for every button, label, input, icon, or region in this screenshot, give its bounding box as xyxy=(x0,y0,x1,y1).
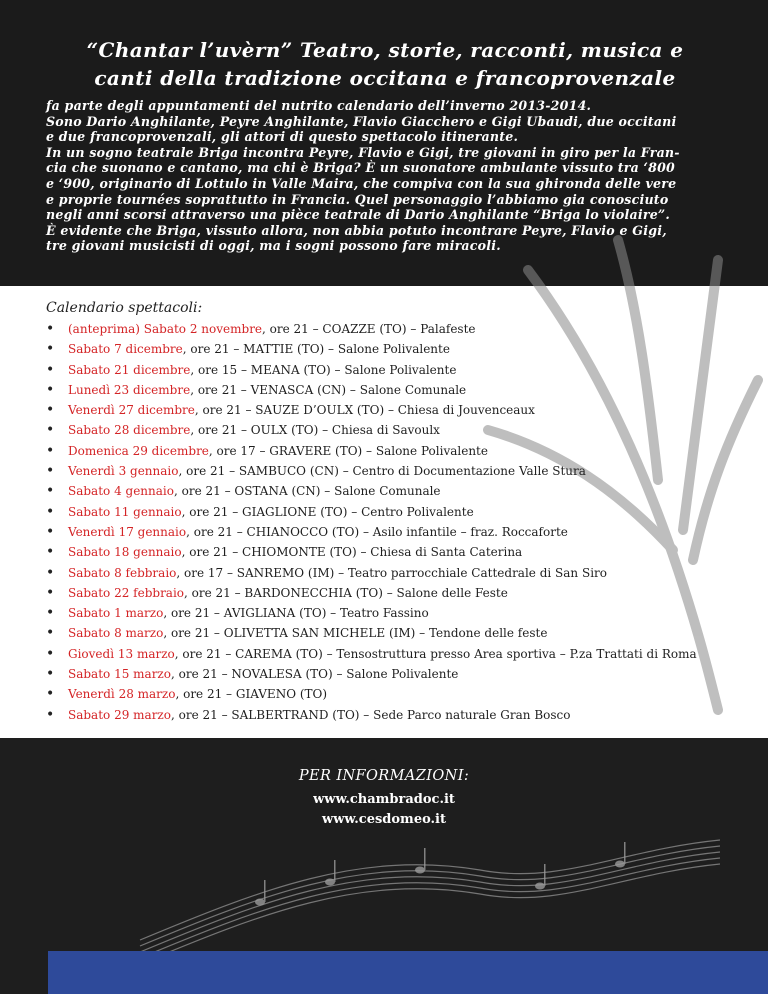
event-details: , ore 21 – MATTIE (TO) – Salone Polivalente xyxy=(182,342,450,357)
event-date: (anteprima) Sabato 2 novembre xyxy=(68,322,263,336)
event-item xyxy=(46,484,756,504)
event-details: , ore 21 – COAZZE (TO) – Palafeste xyxy=(262,322,476,336)
event-date: Domenica 29 dicembre xyxy=(68,443,209,458)
event-date: Venerdì 27 dicembre xyxy=(68,403,195,418)
event-item xyxy=(46,383,756,403)
event-item xyxy=(46,647,756,667)
event-details: , ore 17 – GRAVERE (TO) – Salone Polivalente xyxy=(208,443,488,458)
event-date: Venerdì 28 marzo xyxy=(68,687,176,702)
intro-line: e proprie tournées soprattutto in Francia. Quel personaggio l’abbiamo gia conosciuto xyxy=(46,191,669,207)
intro-paragraph xyxy=(46,98,724,254)
event-details: , ore 21 – AVIGLIANA (TO) – Teatro Fassino xyxy=(163,606,429,621)
event-date: Sabato 18 gennaio xyxy=(68,545,182,560)
event-details: , ore 21 – NOVALESA (TO) – Salone Polivalente xyxy=(170,667,459,682)
event-item xyxy=(46,525,756,545)
event-details: , ore 21 – VENASCA (CN) – Salone Comunale xyxy=(190,382,467,397)
event-title xyxy=(40,36,730,92)
event-details: , ore 21 – CAREMA (TO) – Tensostruttura presso Area sportiva – P.za Trattati di Roma xyxy=(174,646,697,661)
info-title: PER INFORMAZIONI: xyxy=(298,768,470,784)
event-item xyxy=(46,403,756,423)
event-list xyxy=(46,322,756,728)
intro-line: In un sogno teatrale Briga incontra Peyre, Flavio e Gigi, tre giovani in giro per la Fran- xyxy=(46,144,680,160)
event-item xyxy=(46,423,756,443)
website-link[interactable]: www.chambradoc.it xyxy=(313,792,455,807)
event-item xyxy=(46,464,756,484)
event-item xyxy=(46,667,756,687)
event-date: Venerdì 3 gennaio xyxy=(68,464,179,479)
intro-line: e due francoprovenzali, gli attori di questo spettacolo itinerante. xyxy=(46,129,519,145)
event-date: Sabato 4 gennaio xyxy=(68,484,174,499)
event-date: Sabato 1 marzo xyxy=(68,606,164,621)
event-details: , ore 21 – GIAGLIONE (TO) – Centro Polivalente xyxy=(181,504,474,519)
calendar-title: Calendario spettacoli: xyxy=(46,300,203,316)
event-details: , ore 21 – SAMBUCO (CN) – Centro di Documentazione Valle Stura xyxy=(178,464,586,479)
event-details: , ore 21 – GIAVENO (TO) xyxy=(175,687,328,702)
intro-line: negli anni scorsi attraverso una pièce teatrale di Dario Anghilante “Briga lo violaire”. xyxy=(46,207,670,223)
event-details: , ore 15 – MEANA (TO) – Salone Polivalente xyxy=(190,362,457,377)
event-date: Sabato 29 marzo xyxy=(68,707,171,722)
intro-line: Sono Dario Anghilante, Peyre Anghilante, Flavio Giacchero e Gigi Ubaudi, due occitani xyxy=(46,113,677,129)
event-details: , ore 21 – SALBERTRAND (TO) – Sede Parco naturale Gran Bosco xyxy=(170,707,571,722)
title-line-1: “Chantar l’uvèrn” Teatro, storie, racconti, musica e xyxy=(86,38,684,62)
event-item xyxy=(46,708,756,728)
intro-line: cia che suonano e cantano, ma chi è Briga? È un suonatore ambulante vissuto tra ‘800 xyxy=(46,160,676,176)
event-date: Sabato 15 marzo xyxy=(68,667,171,682)
event-date: Sabato 28 dicembre xyxy=(68,423,191,438)
event-item xyxy=(46,545,756,565)
event-details: , ore 21 – BARDONECCHIA (TO) – Salone delle Feste xyxy=(184,585,508,600)
event-item xyxy=(46,505,756,525)
event-item xyxy=(46,342,756,362)
event-item xyxy=(46,586,756,606)
event-details: , ore 21 – OSTANA (CN) – Salone Comunale xyxy=(173,484,441,499)
music-staff-icon xyxy=(0,830,768,960)
event-date: Giovedì 13 marzo xyxy=(68,646,175,661)
event-date: Sabato 7 dicembre xyxy=(68,342,183,357)
event-date: Sabato 22 febbraio xyxy=(68,585,185,600)
event-item xyxy=(46,687,756,707)
event-item xyxy=(46,606,756,626)
event-details: , ore 21 – CHIOMONTE (TO) – Chiesa di Santa Caterina xyxy=(181,545,523,560)
event-item xyxy=(46,322,756,342)
event-details: , ore 21 – OLIVETTA SAN MICHELE (IM) – Tendone delle feste xyxy=(163,626,548,641)
event-item xyxy=(46,363,756,383)
event-date: Sabato 11 gennaio xyxy=(68,504,182,519)
intro-line: È evidente che Briga, vissuto allora, non abbia potuto incontrare Peyre, Flavio e Gigi, xyxy=(46,222,667,238)
event-date: Venerdì 17 gennaio xyxy=(68,524,187,539)
event-details: , ore 17 – SANREMO (IM) – Teatro parrocchiale Cattedrale di San Siro xyxy=(176,565,607,580)
intro-line: tre giovani musicisti di oggi, ma i sogni possono fare miracoli. xyxy=(46,238,501,254)
event-item xyxy=(46,626,756,646)
title-line-2: canti della tradizione occitana e francoprovenzale xyxy=(94,66,676,90)
website-link[interactable]: www.cesdomeo.it xyxy=(322,812,446,827)
blue-band xyxy=(48,951,768,994)
event-item xyxy=(46,444,756,464)
intro-line: e ‘900, originario di Lottulo in Valle Maira, che compiva con la sua ghironda delle vere xyxy=(46,175,677,191)
event-item xyxy=(46,566,756,586)
event-date: Sabato 8 febbraio xyxy=(68,565,177,580)
event-date: Lunedì 23 dicembre xyxy=(68,382,191,397)
event-details: , ore 21 – CHIANOCCO (TO) – Asilo infantile – fraz. Roccaforte xyxy=(186,524,568,539)
event-details: , ore 21 – SAUZE D’OULX (TO) – Chiesa di Jouvenceaux xyxy=(194,403,535,418)
event-date: Sabato 21 dicembre xyxy=(68,362,191,377)
event-details: , ore 21 – OULX (TO) – Chiesa di Savoulx xyxy=(190,423,440,438)
intro-line: fa parte degli appuntamenti del nutrito calendario dell’inverno 2013-2014. xyxy=(46,98,592,113)
event-date: Sabato 8 marzo xyxy=(68,626,164,641)
